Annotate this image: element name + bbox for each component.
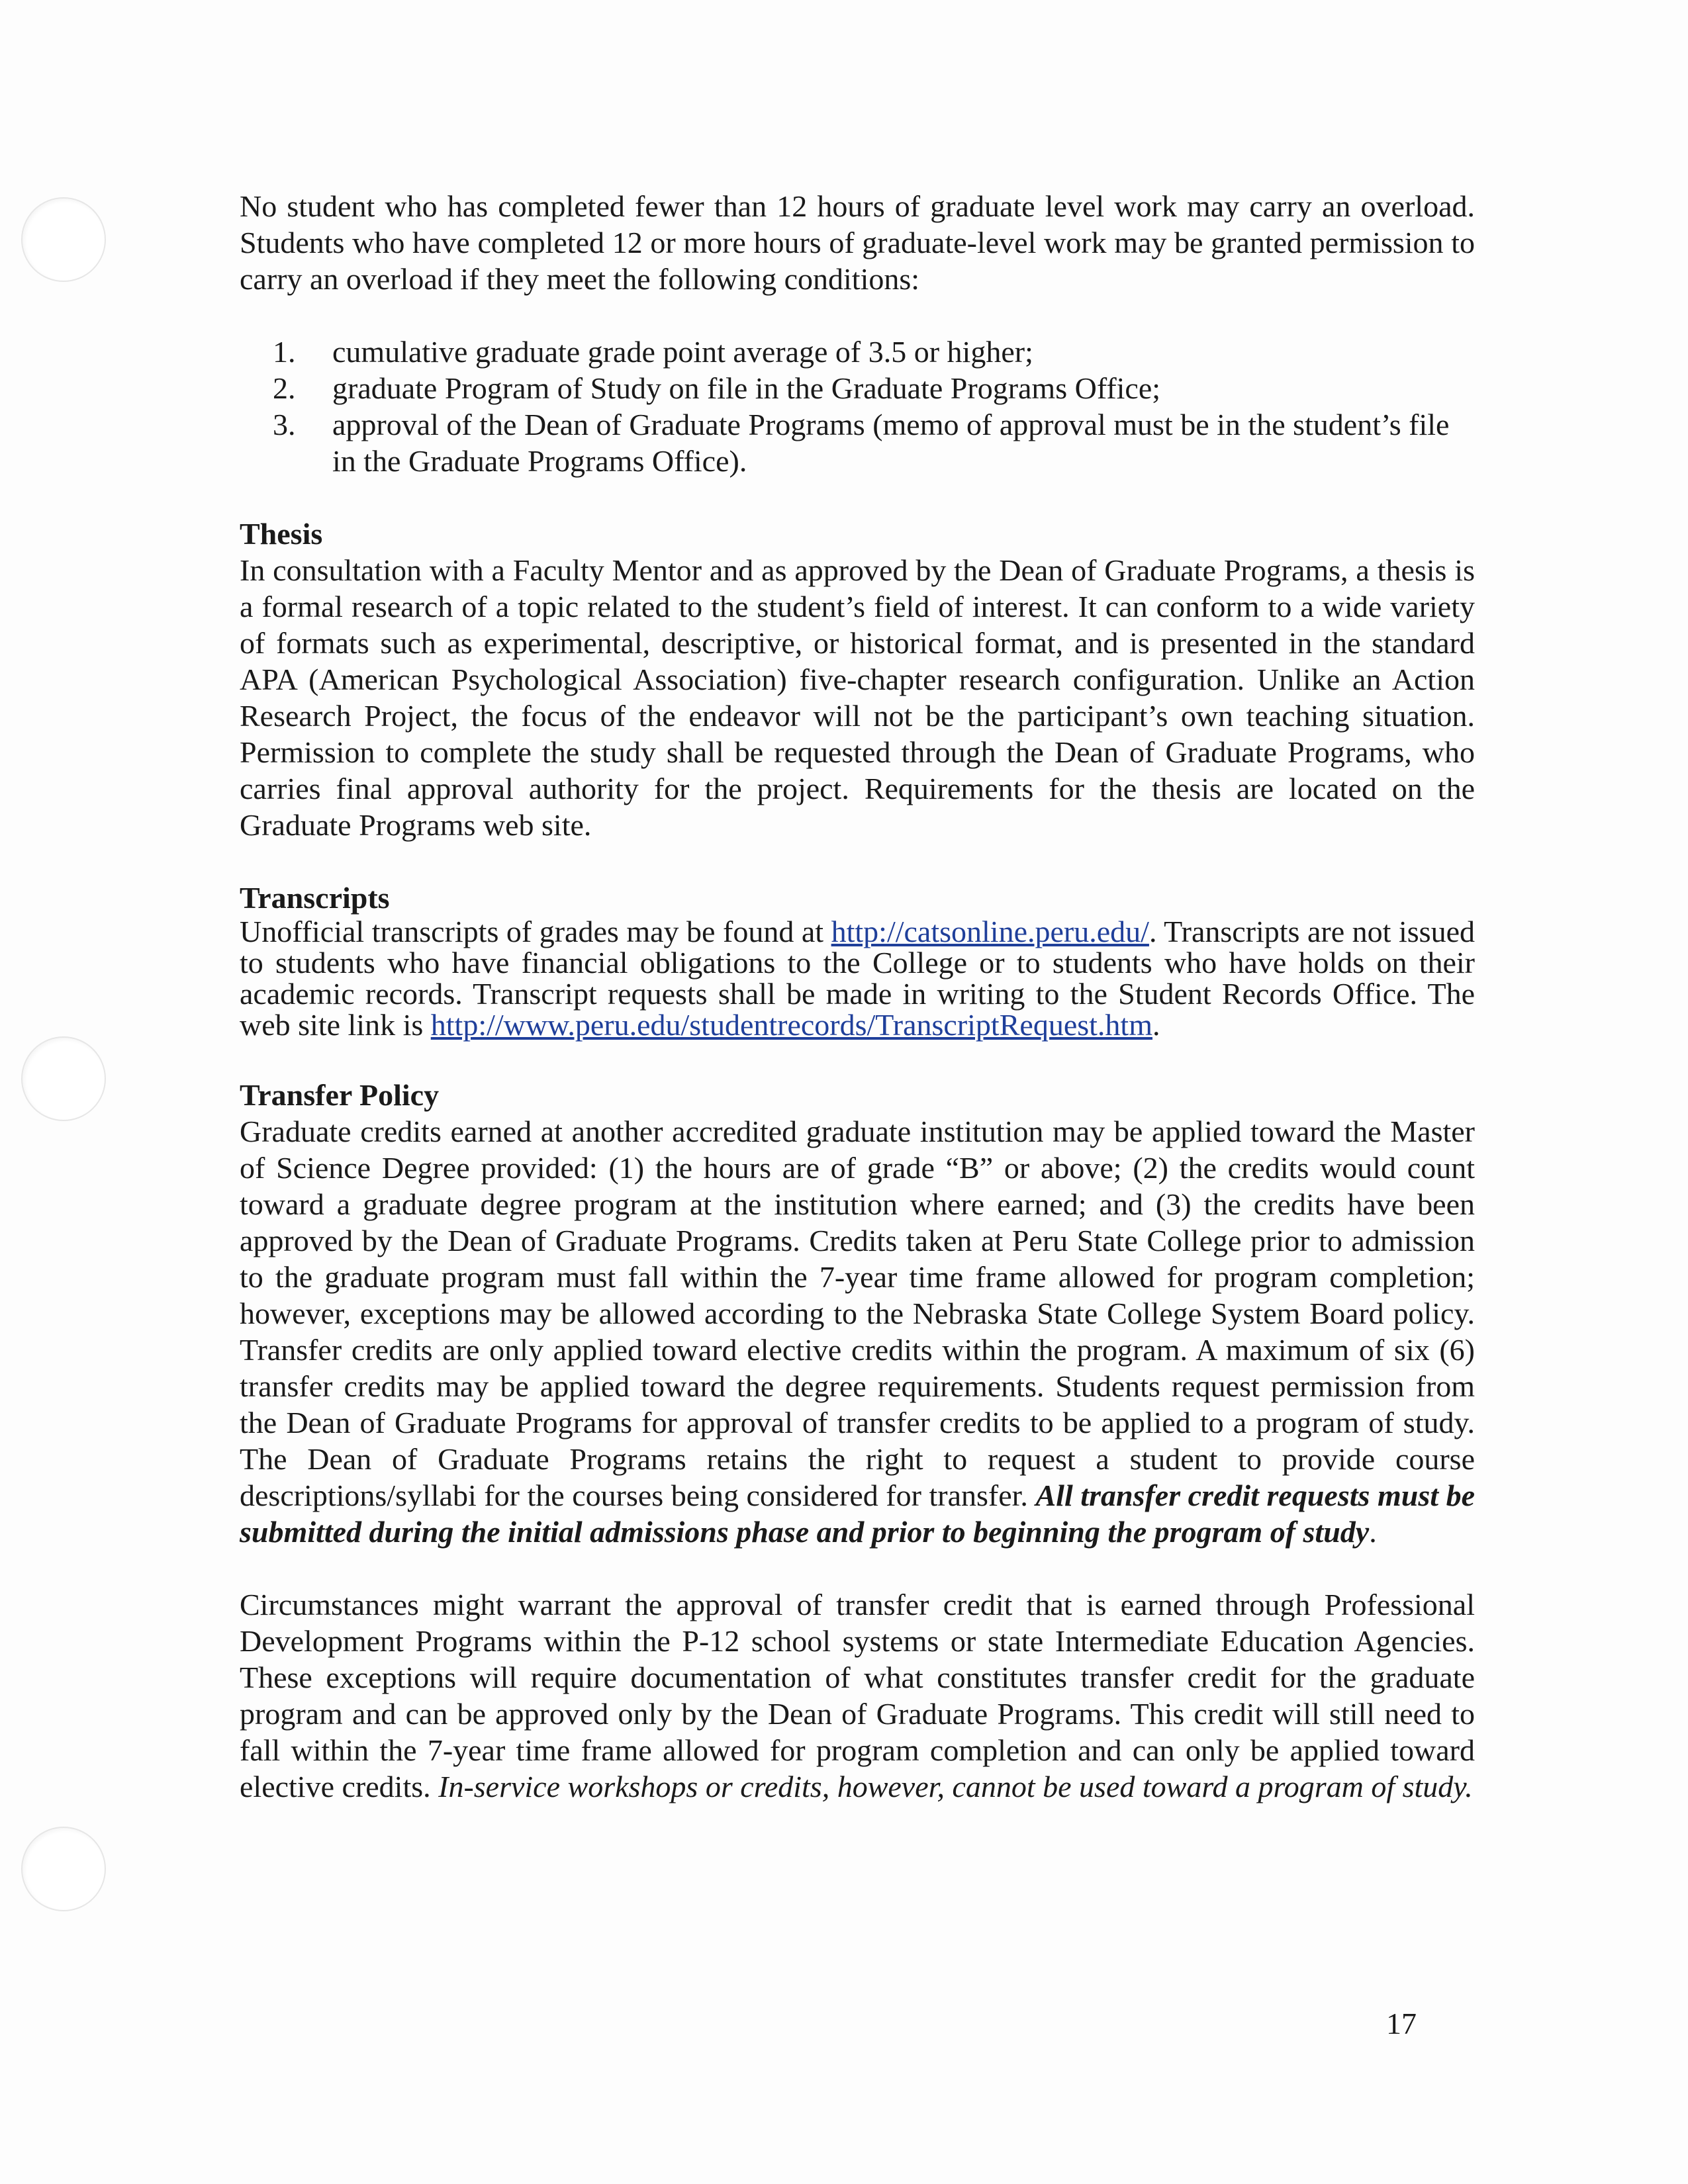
professional-development-paragraph xyxy=(240,1586,1475,1805)
document-body xyxy=(240,188,1475,1805)
condition-number: 1. xyxy=(273,335,296,369)
transfer-policy-text: Graduate credits earned at another accredited graduate institution may be applied toward the Master of Science Degree provided: (1) the hours are of grade “B” or above; (2) the credits would count toward a graduate degree program at the institution where earned; and (3) the credits have been approved by the Dean of Graduate Programs. Credits taken at Peru State College prior to admission to the graduate program must fall within the 7-year time frame allowed for program completion; however, exceptions may be allowed according to the Nebraska State College System Board policy. Transfer credits are only applied toward elective credits within the program. A maximum of six (6) transfer credits may be applied toward the degree requirements. Students request permission from the Dean of Graduate Programs for approval of transfer credits to be applied to a program of study. The Dean of Graduate Programs retains the right to request a student to provide course descriptions/syllabi for the courses being considered for transfer. xyxy=(240,1115,1475,1512)
transcripts-heading: Transcripts xyxy=(240,881,390,915)
condition-text: graduate Program of Study on file in the Graduate Programs Office; xyxy=(332,371,1161,405)
condition-number: 2. xyxy=(273,371,296,405)
transfer-policy-emphasis: All transfer credit requests must be submitted during the initial admissions phase and prior to beginning the program of study xyxy=(240,1479,1475,1549)
transfer-policy-section xyxy=(240,1077,1475,1550)
condition-text: approval of the Dean of Graduate Programs (memo of approval must be in the student’s file in the Graduate Programs Office). xyxy=(332,408,1450,478)
transcripts-body xyxy=(240,916,1475,1040)
thesis-section xyxy=(240,516,1475,843)
transcripts-text-2: . Transcripts are not issued to students who have financial obligations to the College or to students who have holds on their academic records. Transcript requests shall be made in writing to the Student Records Office. The web site link is xyxy=(240,915,1475,1042)
catsonline-link[interactable]: http://catsonline.peru.edu/ xyxy=(831,915,1149,948)
condition-number: 3. xyxy=(273,408,296,441)
transfer-policy-heading: Transfer Policy xyxy=(240,1078,440,1112)
condition-text: cumulative graduate grade point average of 3.5 or higher; xyxy=(332,335,1033,369)
professional-development-text: Circumstances might warrant the approval of transfer credit that is earned through Professional Development Programs within the P-12 school systems or state Intermediate Education Agencies. These exceptions will require documentation of what constitutes transfer credit for the graduate program and can be approved only by the Dean of Graduate Programs. This credit will still need to fall within the 7-year time frame allowed for program completion and can only be applied toward elective credits. xyxy=(240,1588,1475,1803)
transfer-policy-emphasis-end: . xyxy=(1369,1515,1377,1549)
condition-item xyxy=(240,334,1475,370)
page-number: 17 xyxy=(1386,2007,1417,2040)
transcripts-text-1: Unofficial transcripts of grades may be found at xyxy=(240,915,831,948)
binder-hole-middle xyxy=(21,1036,106,1121)
thesis-body: In consultation with a Faculty Mentor and as approved by the Dean of Graduate Programs, a thesis is a formal research of a topic related to the student’s field of interest. It can conform to a wide variety of formats such as experimental, descriptive, or historical format, and is presented in the standard APA (American Psychological Association) five-chapter research configuration. Unlike an Action Research Project, the focus of the endeavor will not be the participant’s own teaching situation. Permission to complete the study shall be requested through the Dean of Graduate Programs, who carries final approval authority for the project. Requirements for the thesis are located on the Graduate Programs web site. xyxy=(240,553,1475,842)
thesis-heading: Thesis xyxy=(240,517,323,551)
condition-item xyxy=(240,406,1475,479)
binder-hole-top xyxy=(21,197,106,282)
in-service-note: In-service workshops or credits, however, cannot be used toward a program of study. xyxy=(438,1770,1473,1803)
transcripts-section xyxy=(240,880,1475,1040)
transfer-policy-body xyxy=(240,1113,1475,1550)
overload-conditions-list xyxy=(240,334,1475,479)
overload-paragraph: No student who has completed fewer than 12 hours of graduate level work may carry an overload. Students who have completed 12 or more hours of graduate-level work may be granted permission to carry an overload if they meet the following conditions: xyxy=(240,189,1475,296)
condition-item xyxy=(240,370,1475,406)
binder-hole-bottom xyxy=(21,1827,106,1911)
transcripts-text-3: . xyxy=(1152,1008,1160,1042)
transcript-request-link[interactable]: http://www.peru.edu/studentrecords/TranscriptRequest.htm xyxy=(430,1008,1152,1042)
